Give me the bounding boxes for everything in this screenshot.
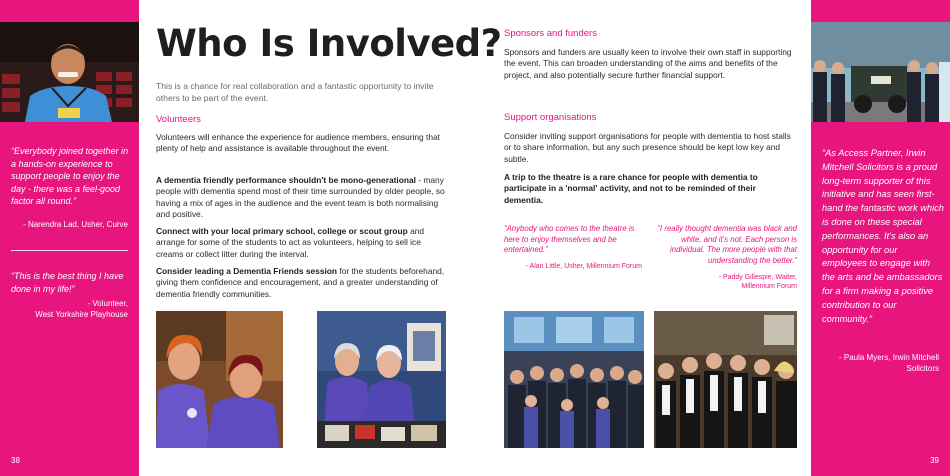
volunteers-paragraph-2: A dementia friendly performance shouldn't be mono-generational - many people with dementia spend most of their time surrounded by older people, so having a mix of ages in the audience and the event team is both normalising and positive. xyxy=(156,175,445,219)
sponsors-paragraph: Sponsors and funders are usually keen to involve their own staff in supporting the event. This can broaden understanding of the aims and benefits of the project, and also potentially secure further financial support. xyxy=(504,47,792,80)
pull-quote-alan: “Anybody who comes to the theatre is here to enjoy themselves and be entertained.” xyxy=(504,224,635,255)
sidebar-quote-narendra: “Everybody joined together in a hands-on experience to support people to enjoy the day - there was a feel-good factor all round.” xyxy=(11,146,129,207)
usher-photo xyxy=(0,22,139,122)
volunteers-paragraph-1: Volunteers will enhance the experience for audience members, ensuring that plenty of help and assistance is available throughout the event. xyxy=(156,132,440,154)
sidebar-divider xyxy=(11,250,128,251)
pull-quote-paddy-attribution: - Paddy Gillespie, Waiter, Millennium Forum xyxy=(718,274,797,290)
pull-quote-alan-attribution: - Alan Little, Usher, Millennium Forum xyxy=(525,263,642,270)
support-orgs-paragraph-2: A trip to the theatre is a rare chance for people with dementia to participate in a 'normal' activity, and not to be reminded of their dementia. xyxy=(504,172,758,205)
left-sidebar xyxy=(0,0,139,476)
page-number-right: 39 xyxy=(930,456,939,465)
pull-quote-paddy: “I really thought dementia was black and white, and it's not. Each person is individual. The more people with that understanding the better.” xyxy=(657,224,797,265)
volunteers-heading: Volunteers xyxy=(156,114,201,125)
school-group-photo xyxy=(504,311,644,448)
access-partners-photo xyxy=(811,22,950,122)
intro-text: This is a chance for real collaboration and a fantastic opportunity to invite others to be part of the event. xyxy=(156,81,434,104)
sidebar-quote-irwin-mitchell: “As Access Partner, Irwin Mitchell Solicitors is a proud long-term supporter of this initiative and has seen first-hand the fantastic work which is done on these special performances. It's also an opportunity for our employees to engage with the arts and be ambassadors for a firm making a positive contribution to our community.” xyxy=(822,148,944,324)
sidebar-quote-volunteer: “This is the best thing I have done in my life!” xyxy=(11,271,124,294)
waiting-staff-photo xyxy=(654,311,797,448)
sponsors-heading: Sponsors and funders xyxy=(504,28,597,39)
support-orgs-paragraph-1: Consider inviting support organisations for people with dementia to host stalls or to share information, but any such presence should be kept low key and subtle. xyxy=(504,131,791,164)
support-orgs-heading: Support organisations xyxy=(504,112,597,123)
sidebar-attribution-volunteer: - Volunteer, West Yorkshire Playhouse xyxy=(35,299,128,319)
page-number-left: 38 xyxy=(11,456,20,465)
volunteers-paragraph-3: Connect with your local primary school, college or scout group and arrange for some of the students to act as volunteers, helping to sell ice creams or collect litter during the interval. xyxy=(156,226,425,259)
right-sidebar xyxy=(811,0,950,476)
volunteers-stall-photo xyxy=(317,311,446,448)
volunteers-laughing-photo xyxy=(156,311,283,448)
volunteers-paragraph-4: Consider leading a Dementia Friends session for the students beforehand, giving them confidence and encouragement, and a greater understanding of dementia friendly communities. xyxy=(156,266,445,299)
sidebar-attribution-narendra: - Narendra Lad, Usher, Curve xyxy=(23,220,128,229)
page-title: Who Is Involved? xyxy=(156,22,502,65)
sidebar-attribution-paula: - Paula Myers, Irwin Mitchell Solicitors xyxy=(838,353,939,373)
